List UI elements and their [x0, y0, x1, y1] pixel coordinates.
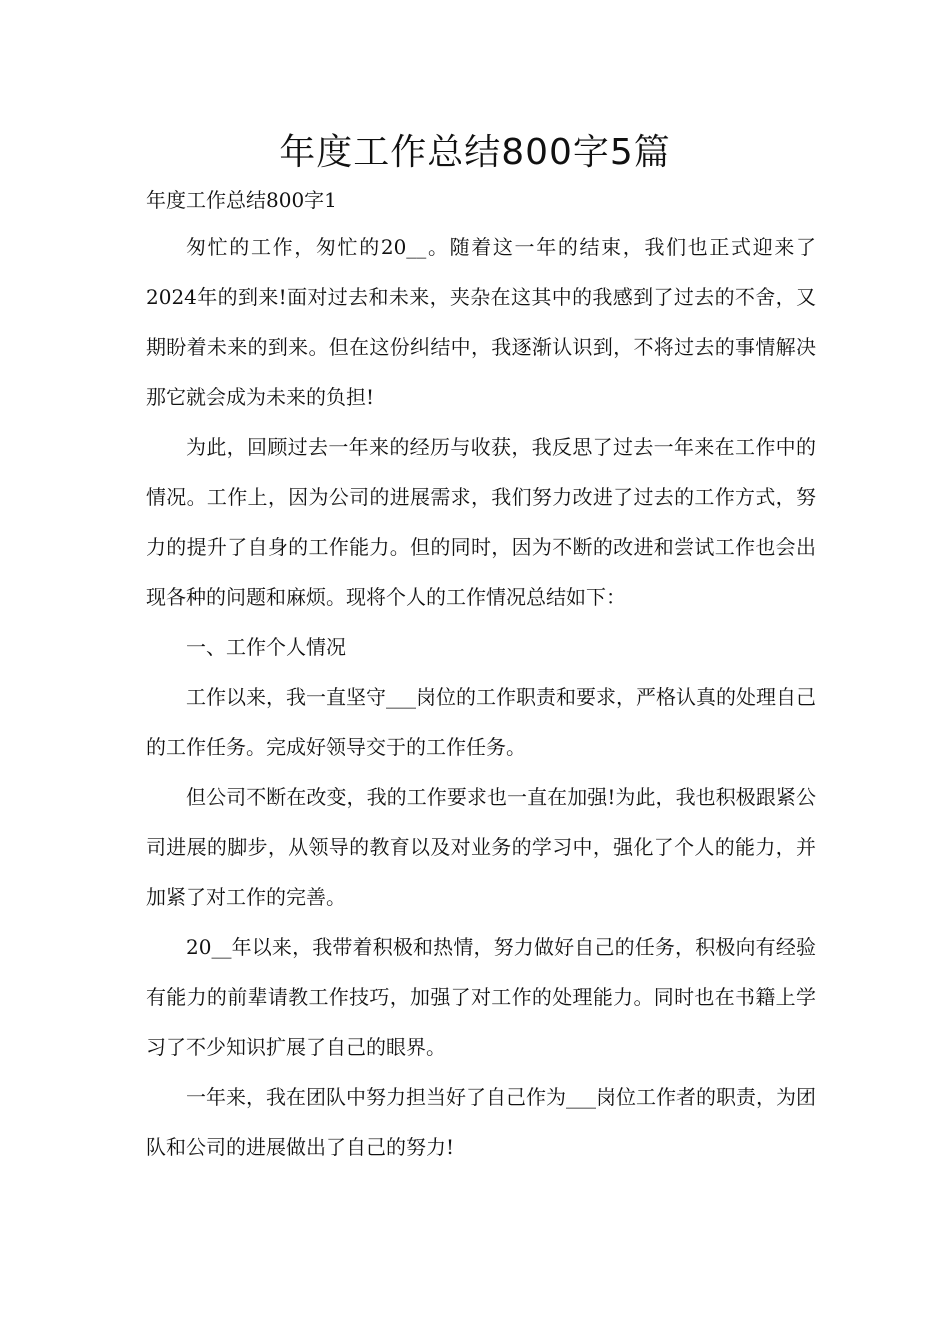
paragraph-intro: 匆忙的工作，匆忙的20__。随着这一年的结束，我们也正式迎来了2024年的到来!面对过去和未来，夹杂在这其中的我感到了过去的不舍，又期盼着未来的到来。但在这份纠结中，我逐渐认识到，不将过去的事情解决那它就会成为未来的负担! — [146, 235, 816, 409]
section-heading: 年度工作总结800字1 — [146, 188, 337, 212]
paragraph-year-effort: 20__年以来，我带着积极和热情，努力做好自己的任务，积极向有经验有能力的前辈请教工作技巧，加强了对工作的处理能力。同时也在书籍上学习了不少知识扩展了自己的眼界。 — [146, 935, 816, 1059]
document-title: 年度工作总结800字5篇 — [279, 132, 671, 173]
document-body — [146, 178, 816, 1172]
paragraph-team-role: 一年来，我在团队中努力担当好了自己作为___岗位工作者的职责，为团队和公司的进展做出了自己的努力! — [146, 1085, 816, 1159]
paragraph-duties: 工作以来，我一直坚守___岗位的工作职责和要求，严格认真的处理自己的工作任务。完成好领导交于的工作任务。 — [146, 685, 816, 759]
paragraph-company-change: 但公司不断在改变，我的工作要求也一直在加强!为此，我也积极跟紧公司进展的脚步，从领导的教育以及对业务的学习中，强化了个人的能力，并加紧了对工作的完善。 — [146, 785, 816, 909]
paragraph-reflection: 为此，回顾过去一年来的经历与收获，我反思了过去一年来在工作中的情况。工作上，因为公司的进展需求，我们努力改进了过去的工作方式，努力的提升了自身的工作能力。但的同时，因为不断的改进和尝试工作也会出现各种的问题和麻烦。现将个人的工作情况总结如下： — [146, 435, 816, 609]
subheading-personal-work: 一、工作个人情况 — [186, 635, 346, 659]
